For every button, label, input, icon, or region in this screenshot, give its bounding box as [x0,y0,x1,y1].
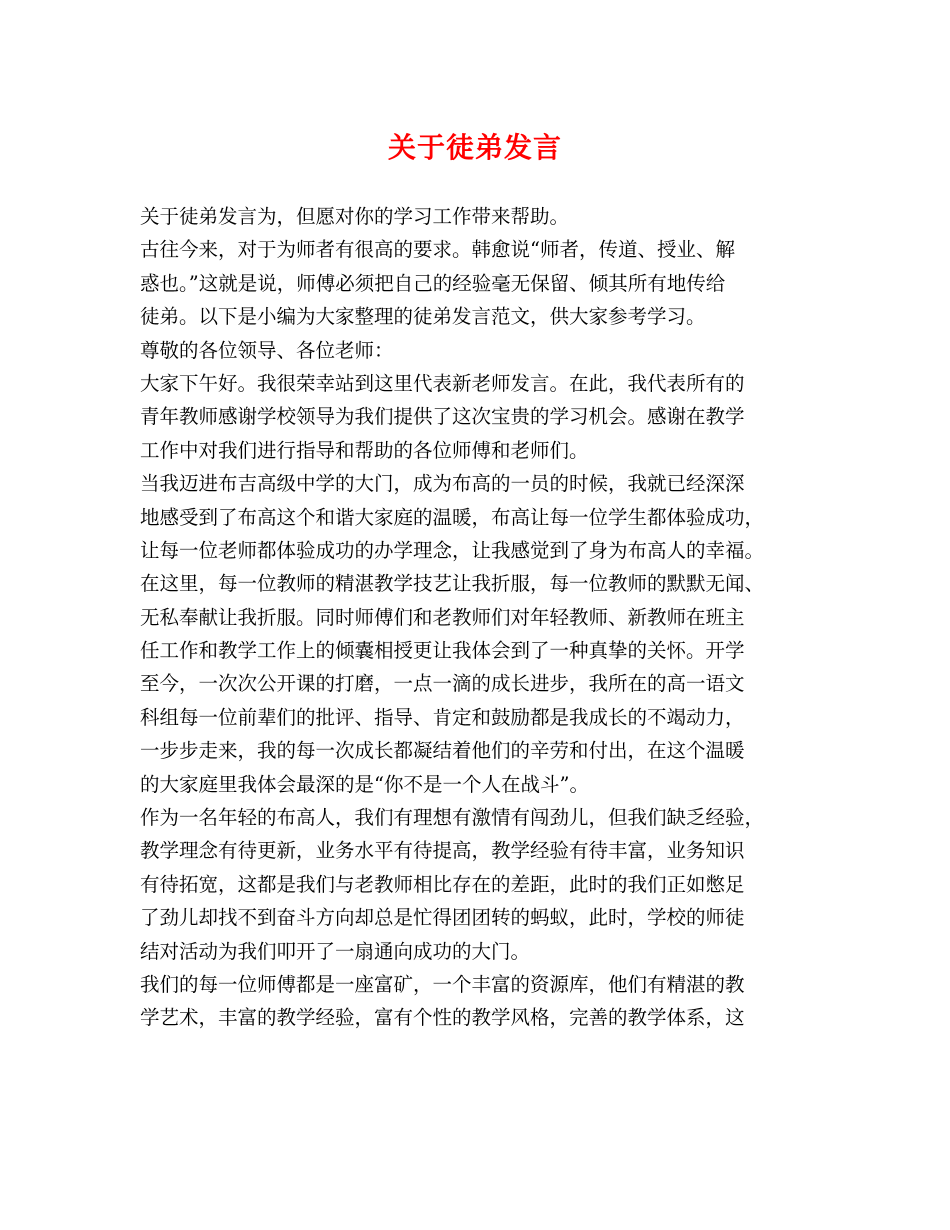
body-line: 在这里，每一位教师的精湛教学技艺让我折服，每一位教师的默默无闻、 [140,572,765,596]
body-line: 任工作和教学工作上的倾囊相授更让我体会到了一种真挚的关怀。开学 [140,639,745,663]
body-line: 地感受到了布高这个和谐大家庭的温暖，布高让每一位学生都体验成功， [140,505,765,529]
body-line: 工作中对我们进行指导和帮助的各位师傅和老师们。 [140,438,589,462]
body-line: 大家下午好。我很荣幸站到这里代表新老师发言。在此，我代表所有的 [140,371,745,395]
body-line: 科组每一位前辈们的批评、指导、肯定和鼓励都是我成长的不竭动力， [140,705,745,729]
body-line: 了劲儿却找不到奋斗方向却总是忙得团团转的蚂蚁，此时，学校的师徒 [140,906,745,930]
body-line: 教学理念有待更新，业务水平有待提高，教学经验有待丰富，业务知识 [140,839,745,863]
body-line: 惑也。”这就是说，师傅必须把自己的经验毫无保留、倾其所有地传给 [140,271,726,295]
body-line: 无私奉献让我折服。同时师傅们和老教师们对年轻教师、新教师在班主 [140,605,745,629]
body-line: 古往今来，对于为师者有很高的要求。韩愈说“师者，传道、授业、解 [140,238,735,262]
body-line: 我们的每一位师傅都是一座富矿，一个丰富的资源库，他们有精湛的教 [140,972,745,996]
body-line: 作为一名年轻的布高人，我们有理想有激情有闯劲儿，但我们缺乏经验， [140,806,765,830]
body-line: 至今，一次次公开课的打磨，一点一滴的成长进步，我所在的高一语文 [140,672,745,696]
body-line: 学艺术，丰富的教学经验，富有个性的教学风格，完善的教学体系，这 [140,1006,745,1030]
body-line: 关于徒弟发言为，但愿对你的学习工作带来帮助。 [140,205,570,228]
body-line: 结对活动为我们叩开了一扇通向成功的大门。 [140,939,531,963]
body-line: 一步步走来，我的每一次成长都凝结着他们的辛劳和付出，在这个温暖 [140,739,745,763]
body-line: 徒弟。以下是小编为大家整理的徒弟发言范文，供大家参考学习。 [140,305,706,329]
body-line: 让每一位老师都体验成功的办学理念，让我感觉到了身为布高人的幸福。 [140,538,765,562]
body-line: 有待拓宽，这都是我们与老教师相比存在的差距，此时的我们正如憋足 [140,872,745,896]
body-line: 尊敬的各位领导、各位老师： [140,338,394,362]
document-body [140,200,820,1035]
document-title: 关于徒弟发言 [387,131,562,164]
body-line: 当我迈进布吉高级中学的大门，成为布高的一员的时候，我就已经深深 [140,472,745,496]
body-line: 的大家庭里我体会最深的是“你不是一个人在战斗”。 [140,772,589,796]
body-line: 青年教师感谢学校领导为我们提供了这次宝贵的学习机会。感谢在教学 [140,405,745,429]
